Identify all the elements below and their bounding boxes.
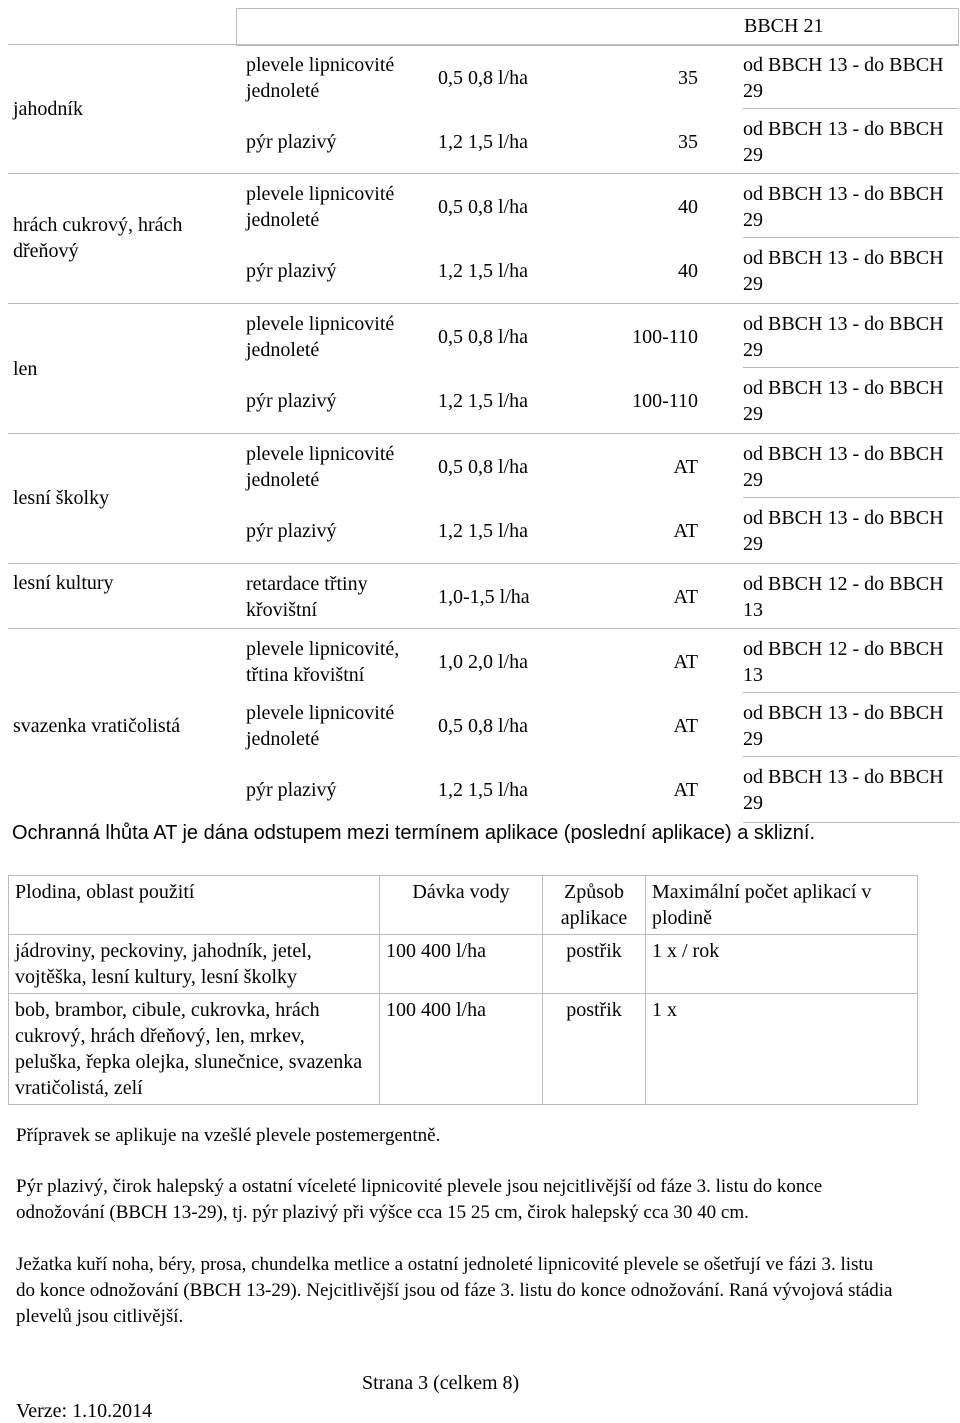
- crop-cell: bob, brambor, cibule, cukrovka, hrách cukrový, hrách dřeňový, len, mrkev, peluška, řepka olejka, slunečnice, svazenka vratičolistá, zelí: [9, 994, 380, 1105]
- crop-cell: jádroviny, peckoviny, jahodník, jetel, vojtěška, lesní kultury, lesní školky: [9, 935, 380, 994]
- weed-cell: pýr plazivý: [246, 779, 337, 801]
- header-cell: Dávka vody: [380, 876, 543, 935]
- protection-period-cell: AT: [673, 456, 698, 478]
- dose-cell: 1,2 1,5 l/ha: [438, 520, 528, 542]
- table-row: [8, 498, 959, 562]
- bbch-cell: od BBCH 13 - do BBCH 29: [743, 766, 944, 814]
- weed-cell: plevele lipnicovité jednoleté: [246, 183, 395, 231]
- protection-period-cell: 100-110: [632, 390, 698, 412]
- table-row: [8, 564, 959, 628]
- crop-name: hrách cukrový, hrách dřeňový: [13, 214, 183, 262]
- bbch-cell: od BBCH 13 - do BBCH 29: [743, 183, 944, 231]
- weed-cell: pýr plazivý: [246, 260, 337, 282]
- crop-name: lesní školky: [13, 487, 110, 509]
- crop-group: [8, 433, 959, 563]
- version-label: Verze: 1.10.2014: [16, 1400, 153, 1422]
- crop-name: svazenka vratičolistá: [13, 715, 181, 737]
- crop-group: [8, 44, 959, 173]
- bbch-cell: od BBCH 13 - do BBCH 29: [743, 377, 944, 425]
- header-cell: Plodina, oblast použití: [9, 876, 380, 935]
- weed-cell: plevele lipnicovité, třtina křovištní: [246, 638, 400, 686]
- header-bbch: BBCH 21: [744, 15, 824, 37]
- table-header-row: [9, 876, 918, 935]
- weed-cell: plevele lipnicovité jednoleté: [246, 702, 395, 750]
- header-cell: [236, 8, 959, 46]
- weed-cell: plevele lipnicovité jednoleté: [246, 54, 395, 102]
- dose-cell: 1,2 1,5 l/ha: [438, 260, 528, 282]
- water-dose-cell: 100 400 l/ha: [380, 994, 543, 1105]
- table-row: [8, 238, 959, 302]
- table-row: [8, 304, 959, 368]
- protection-period-cell: AT: [673, 586, 698, 608]
- protection-period-cell: 35: [678, 131, 698, 153]
- protection-period-cell: AT: [673, 779, 698, 801]
- crop-group: [8, 563, 959, 628]
- protection-period-cell: AT: [673, 520, 698, 542]
- max-count-cell: 1 x: [646, 994, 918, 1105]
- water-dose-table: [8, 875, 918, 1105]
- dose-cell: 1,2 1,5 l/ha: [438, 390, 528, 412]
- crop-group: [8, 303, 959, 433]
- crop-name: len: [13, 358, 38, 380]
- table-row: [9, 935, 918, 994]
- water-dose-cell: 100 400 l/ha: [380, 935, 543, 994]
- protection-period-cell: 100-110: [632, 326, 698, 348]
- method-cell: postřik: [543, 935, 646, 994]
- dose-cell: 0,5 0,8 l/ha: [438, 67, 528, 89]
- bbch-cell: od BBCH 12 - do BBCH 13: [743, 573, 944, 621]
- dose-cell: 1,0 2,0 l/ha: [438, 651, 528, 673]
- page-number: Strana 3 (celkem 8): [362, 1372, 520, 1394]
- dose-cell: 1,0-1,5 l/ha: [438, 586, 530, 608]
- weed-cell: retardace třtiny křovištní: [246, 573, 368, 621]
- bbch-cell: od BBCH 13 - do BBCH 29: [743, 247, 944, 295]
- weed-cell: plevele lipnicovité jednoleté: [246, 313, 395, 361]
- protection-period-cell: 35: [678, 67, 698, 89]
- table-row: [8, 368, 959, 432]
- bbch-cell: od BBCH 12 - do BBCH 13: [743, 638, 944, 686]
- bbch-cell: od BBCH 13 - do BBCH 29: [743, 54, 944, 102]
- table-row: [8, 434, 959, 498]
- bbch-cell: od BBCH 13 - do BBCH 29: [743, 118, 944, 166]
- header-cell: Maximální počet aplikací v plodině: [646, 876, 918, 935]
- dose-cell: 0,5 0,8 l/ha: [438, 456, 528, 478]
- paragraph: Pýr plazivý, čirok halepský a ostatní víceleté lipnicovité plevele jsou nejcitlivější od fáze 3. listu do konce odnožování (BBCH 13-29), tj. pýr plazivý při výšce cca 15 25 cm, čirok halepský cca 30 40 cm.: [16, 1176, 823, 1223]
- bbch-cell: od BBCH 13 - do BBCH 29: [743, 507, 944, 555]
- table-row: [8, 629, 959, 693]
- protection-period-cell: AT: [673, 651, 698, 673]
- dose-cell: 0,5 0,8 l/ha: [438, 326, 528, 348]
- bbch-cell: od BBCH 13 - do BBCH 29: [743, 313, 944, 361]
- paragraph: Přípravek se aplikuje na vzešlé plevele postemergentně.: [16, 1125, 441, 1146]
- table-row: [8, 45, 959, 109]
- table-row: [8, 757, 959, 821]
- dose-cell: 0,5 0,8 l/ha: [438, 715, 528, 737]
- protection-period-note: Ochranná lhůta AT je dána odstupem mezi termínem aplikace (poslední aplikace) a sklizní.: [12, 822, 816, 844]
- paragraph: Ježatka kuří noha, béry, prosa, chundelka metlice a ostatní jednoleté lipnicovité plevele se ošetřují ve fázi 3. listu do konce odnožování (BBCH 13-29). Nejcitlivější jsou od fáze 3. listu do konce odnožování. Raná vývojová stádia plevelů jsou citlivější.: [16, 1254, 893, 1327]
- weed-cell: pýr plazivý: [246, 390, 337, 412]
- dose-cell: 1,2 1,5 l/ha: [438, 779, 528, 801]
- weed-cell: pýr plazivý: [246, 520, 337, 542]
- bbch-cell: od BBCH 13 - do BBCH 29: [743, 443, 944, 491]
- table-row: [9, 994, 918, 1105]
- protection-period-cell: 40: [678, 196, 698, 218]
- max-count-cell: 1 x / rok: [646, 935, 918, 994]
- header-cell: Způsob aplikace: [543, 876, 646, 935]
- table-row: [8, 109, 959, 173]
- application-table: [8, 8, 959, 823]
- dose-cell: 0,5 0,8 l/ha: [438, 196, 528, 218]
- weed-cell: pýr plazivý: [246, 131, 337, 153]
- crop-group: [8, 628, 959, 822]
- weed-cell: plevele lipnicovité jednoleté: [246, 443, 395, 491]
- crop-group: [8, 173, 959, 303]
- table-row: [8, 174, 959, 238]
- table-header-row: [8, 8, 959, 44]
- method-cell: postřik: [543, 994, 646, 1105]
- crop-name: jahodník: [13, 98, 83, 120]
- table-row: [8, 693, 959, 757]
- dose-cell: 1,2 1,5 l/ha: [438, 131, 528, 153]
- protection-period-cell: 40: [678, 260, 698, 282]
- crop-name: lesní kultury: [13, 572, 114, 594]
- protection-period-cell: AT: [673, 715, 698, 737]
- bbch-cell: od BBCH 13 - do BBCH 29: [743, 702, 944, 750]
